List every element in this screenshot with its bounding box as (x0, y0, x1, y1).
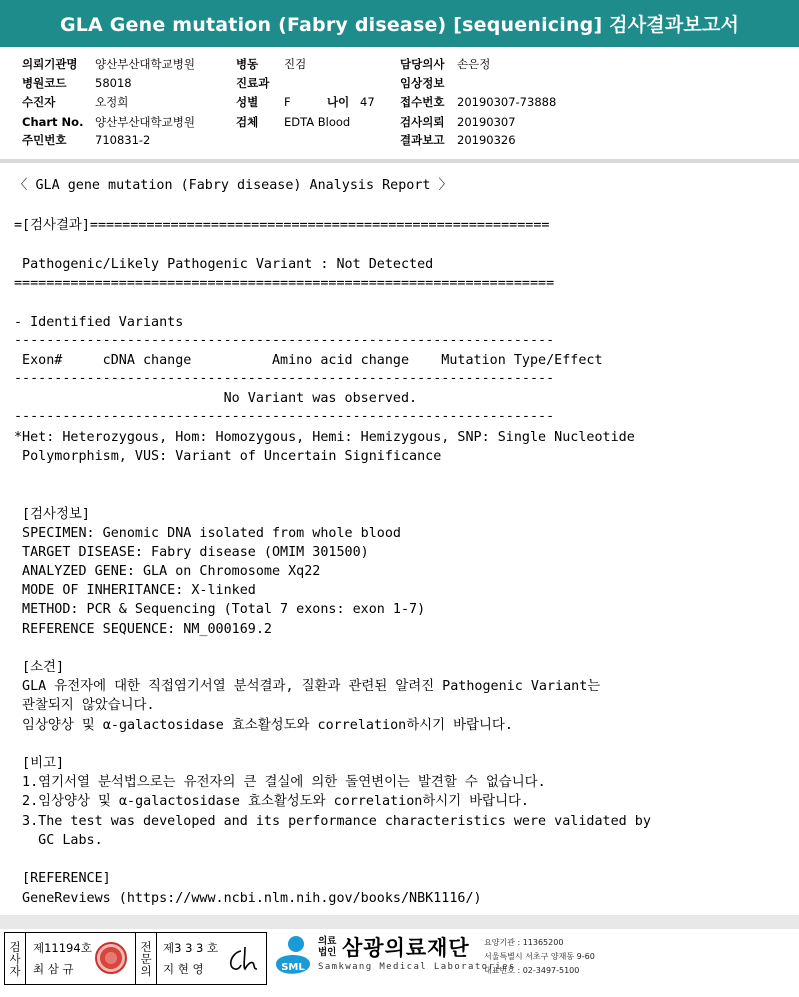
reference-line: GeneReviews (https://www.ncbi.nlm.nih.gov/books/NBK1116/) (14, 891, 482, 906)
footer-divider (0, 915, 799, 929)
seal-stamp-icon (95, 942, 127, 974)
tester-vertical-label (5, 933, 26, 984)
target-disease-line: TARGET DISEASE: Fabry disease (OMIM 301500) (14, 545, 369, 560)
label-ward: 병동 (236, 57, 259, 71)
tester-name: 최 삼 규 (33, 962, 74, 976)
label-patient: 수진자 (22, 95, 56, 109)
specialist-license-no: 제3 3 3 호 (163, 941, 219, 955)
tester-label-char: 자 (9, 963, 21, 978)
value-age: 47 (360, 95, 375, 109)
reference-sequence-line: REFERENCE SEQUENCE: NM_000169.2 (14, 622, 272, 637)
remark-title: [비고] (14, 756, 65, 771)
tester-label-char: 사 (9, 951, 21, 966)
label-requesting-institution: 의뢰기관명 (22, 57, 78, 71)
label-chart-no: Chart No. (22, 115, 84, 129)
report-heading: 〈 GLA gene mutation (Fabry disease) Analysis Report 〉 (14, 178, 452, 193)
info-row (22, 131, 792, 149)
remark-line: 2.임상양상 및 α-galactosidase 효소활성도와 correlation하시기 바랍니다. (14, 794, 529, 809)
label-clinical-info: 임상정보 (400, 76, 445, 90)
label-sex: 성별 (236, 95, 259, 109)
info-row (22, 74, 792, 92)
label-department: 진료과 (236, 76, 270, 90)
contact-line: 요양기관 : 11365200 (484, 938, 564, 947)
report-title-bar (0, 0, 799, 47)
logo-text: SML (281, 962, 305, 973)
specialist-label-char: 문 (140, 951, 152, 966)
org-name: 삼광의료재단 (342, 936, 470, 960)
identified-variants-title: - Identified Variants (14, 315, 184, 330)
result-line: Pathogenic/Likely Pathogenic Variant : Not Detected (14, 257, 434, 272)
value-doctor: 손은정 (457, 57, 491, 71)
inheritance-line: MODE OF INHERITANCE: X-linked (14, 583, 256, 598)
label-request-date: 검사의뢰 (400, 115, 445, 129)
org-prefix (318, 936, 336, 958)
label-report-date: 결과보고 (400, 133, 445, 147)
signature-box (4, 932, 267, 985)
report-title: GLA Gene mutation (Fabry disease) [sequenicing] 검사결과보고서 (59, 14, 740, 36)
dash-rule: ------------------------------------------------------------------- (14, 409, 555, 424)
value-report-date: 20190326 (457, 133, 516, 147)
analyzed-gene-line: ANALYZED GENE: GLA on Chromosome Xq22 (14, 564, 321, 579)
organization-logo-block (272, 932, 792, 985)
sml-logo-icon (272, 934, 314, 982)
footnote-line: Polymorphism, VUS: Variant of Uncertain Significance (14, 449, 442, 464)
reference-title: [REFERENCE] (14, 871, 111, 886)
value-ward: 진검 (284, 57, 307, 71)
value-specimen: EDTA Blood (284, 115, 351, 129)
org-name-english: Samkwang Medical Laboratories (318, 962, 516, 972)
dash-rule: ------------------------------------------------------------------- (14, 371, 555, 386)
label-resident-no: 주민번호 (22, 133, 67, 147)
specialist-label-char: 의 (140, 963, 152, 978)
specialist-name: 지 현 영 (163, 962, 204, 976)
contact-line: 서울특별시 서초구 양재동 9-60 (484, 952, 595, 961)
tester-license-no: 제11194호 (33, 941, 92, 955)
label-hospital-code: 병원코드 (22, 76, 67, 90)
org-prefix-line: 의료 (318, 936, 337, 947)
label-accession-no: 접수번호 (400, 95, 445, 109)
remark-line: 1.염기서열 분석법으로는 유전자의 큰 결실에 의한 돌연변이는 발견할 수 없습니다. (14, 775, 546, 790)
org-contact-block (484, 936, 595, 978)
remark-line: GC Labs. (14, 833, 103, 848)
label-doctor: 담당의사 (400, 57, 445, 71)
org-prefix-line: 법인 (318, 947, 337, 958)
no-variant-row: No Variant was observed. (14, 391, 418, 406)
value-chart-no: 양산부산대학교병원 (95, 115, 195, 129)
footnote-line: *Het: Heterozygous, Hom: Homozygous, Hemi: Hemizygous, SNP: Single Nucleotide (14, 430, 635, 445)
value-patient: 오정희 (95, 95, 129, 109)
eq-rule: =================================================================== (14, 276, 555, 291)
dash-rule: ------------------------------------------------------------------- (14, 333, 555, 348)
remark-line: 3.The test was developed and its performance characteristics were validated by (14, 814, 651, 829)
signature-icon (223, 943, 263, 977)
label-age: 나이 (327, 95, 350, 109)
finding-line: 임상양상 및 α-galactosidase 효소활성도와 correlation하시기 바랍니다. (14, 718, 513, 733)
method-line: METHOD: PCR & Sequencing (Total 7 exons: exon 1-7) (14, 602, 426, 617)
info-row (22, 113, 792, 131)
specimen-line: SPECIMEN: Genomic DNA isolated from whole blood (14, 526, 401, 541)
finding-line: 관찰되지 않았습니다. (14, 698, 155, 713)
info-row (22, 55, 792, 73)
result-section-rule: =[검사결과]========================================================= (14, 218, 550, 233)
specialist-label-char: 전 (140, 939, 152, 954)
value-hospital-code: 58018 (95, 76, 132, 90)
finding-title: [소견] (14, 660, 65, 675)
value-request-date: 20190307 (457, 115, 516, 129)
info-row (22, 93, 792, 111)
section-divider (0, 159, 799, 163)
test-info-title: [검사정보] (14, 507, 90, 522)
report-body (14, 176, 789, 906)
value-resident-no: 710831-2 (95, 133, 151, 147)
value-sex: F (284, 95, 291, 109)
contact-line: 대표번호 : 02-3497-5100 (484, 966, 580, 975)
label-specimen: 검체 (236, 115, 259, 129)
variants-table-header: Exon# cDNA change Amino acid change Mutation Type/Effect (14, 353, 603, 368)
specialist-vertical-label (135, 933, 157, 984)
finding-line: GLA 유전자에 대한 직접염기서열 분석결과, 질환과 관련된 알려진 Pathogenic Variant는 (14, 679, 601, 694)
tester-label-char: 검 (9, 939, 21, 954)
value-accession-no: 20190307-73888 (457, 95, 557, 109)
patient-info-block (22, 55, 792, 155)
value-requesting-institution: 양산부산대학교병원 (95, 57, 195, 71)
